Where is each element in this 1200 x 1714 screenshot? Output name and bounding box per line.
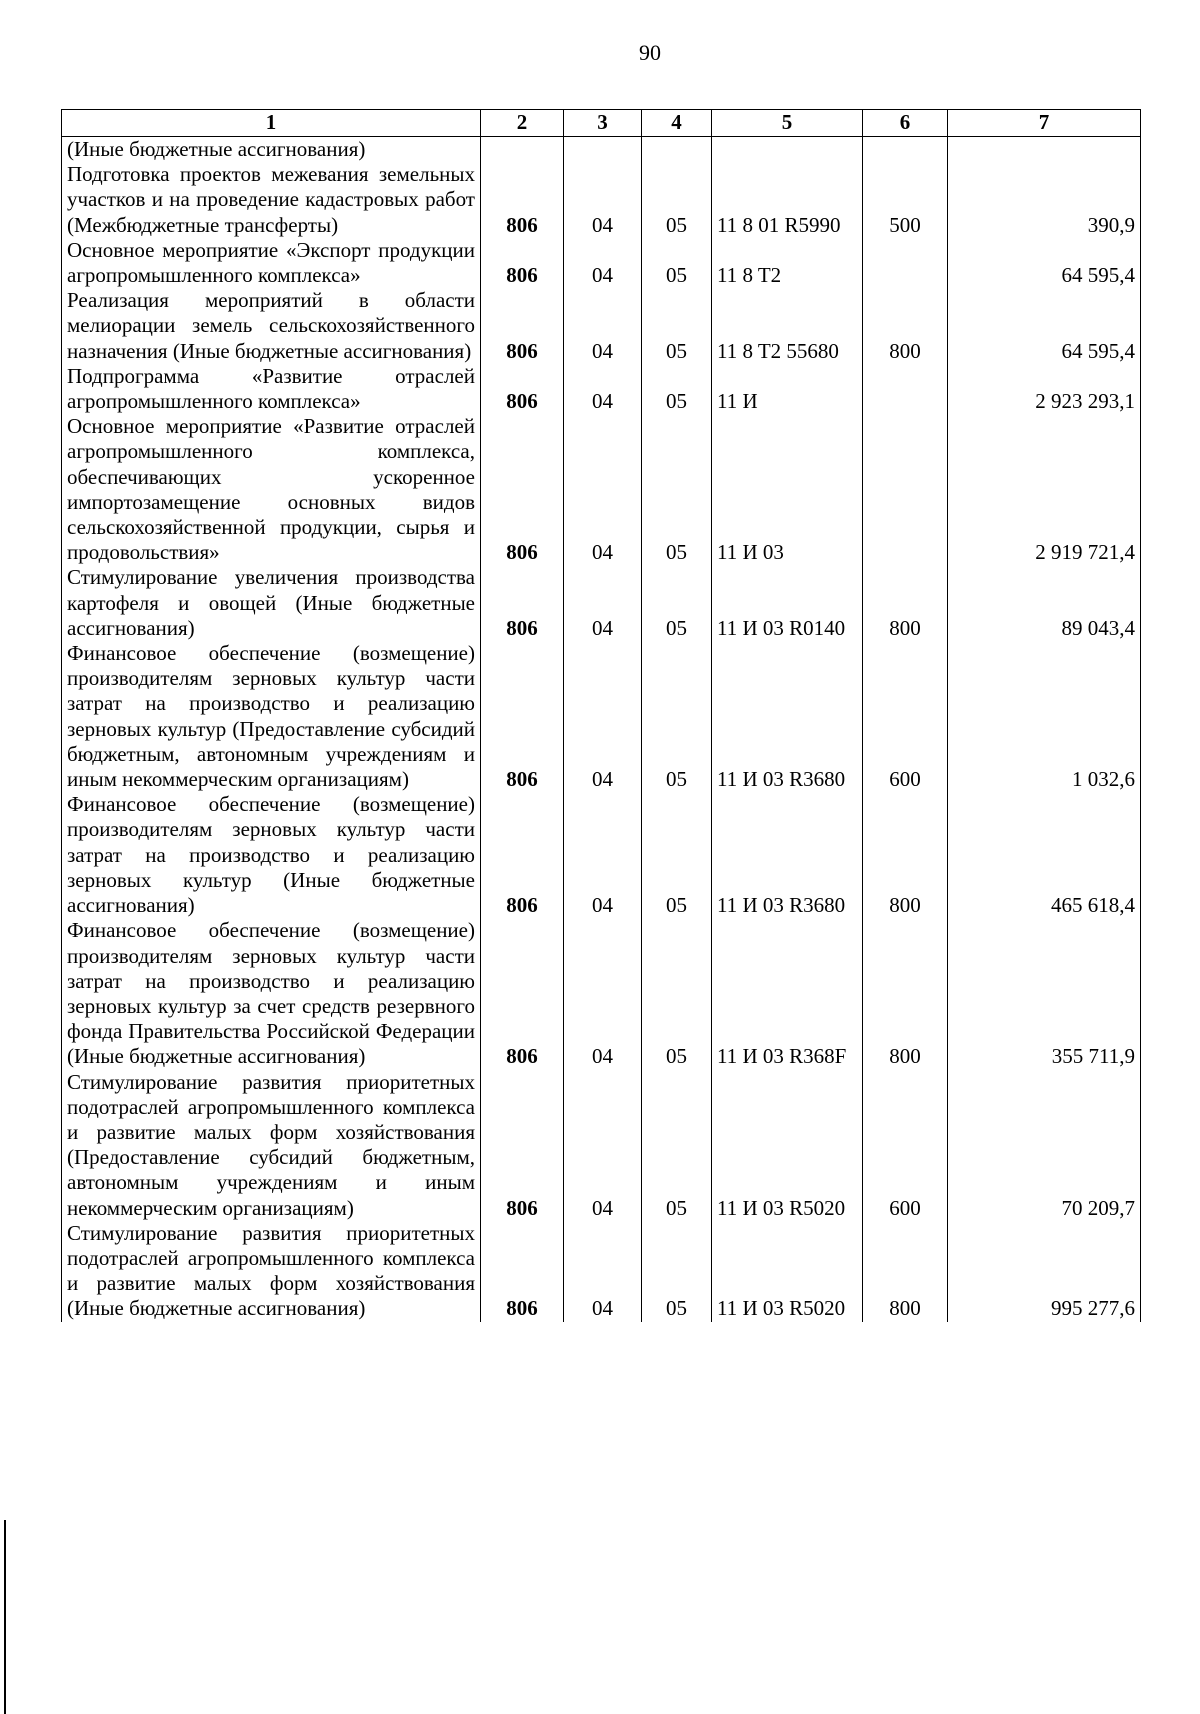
row-cell-col-3: 04 — [564, 162, 642, 238]
row-cell-col-4: 05 — [642, 238, 712, 288]
table-row — [62, 238, 1141, 288]
table-row — [62, 641, 1141, 792]
row-cell-col-3: 04 — [564, 288, 642, 364]
row-cell-col-6: 800 — [863, 792, 948, 918]
row-cell-col-6: 800 — [863, 565, 948, 641]
row-cell-col-7: 995 277,6 — [948, 1221, 1141, 1322]
row-cell-col-4: 05 — [642, 918, 712, 1069]
row-cell-col-3: 04 — [564, 1221, 642, 1322]
row-cell-col-5: 11 И 03 R368F — [712, 918, 863, 1069]
row-cell-col-5: 11 И — [712, 364, 863, 414]
table-row — [62, 364, 1141, 414]
row-cell-col-7: 355 711,9 — [948, 918, 1141, 1069]
row-cell-col-3: 04 — [564, 238, 642, 288]
row-cell-col-7 — [948, 137, 1141, 163]
header-col-3: 3 — [564, 110, 642, 137]
row-cell-col-7: 1 032,6 — [948, 641, 1141, 792]
row-cell-col-4: 05 — [642, 414, 712, 565]
row-cell-col-2: 806 — [481, 641, 564, 792]
row-cell-col-3: 04 — [564, 364, 642, 414]
row-description: Стимулирование развития приоритетных подотраслей агропромышленного комплекса и развитие малых форм хозяйствования (Иные бюджетные ассигнования) — [62, 1221, 481, 1322]
row-cell-col-4: 05 — [642, 1221, 712, 1322]
row-cell-col-4: 05 — [642, 288, 712, 364]
row-cell-col-4: 05 — [642, 792, 712, 918]
header-row — [62, 110, 1141, 137]
row-description: Стимулирование увеличения производства картофеля и овощей (Иные бюджетные ассигнования) — [62, 565, 481, 641]
row-cell-col-6: 800 — [863, 288, 948, 364]
row-cell-col-4: 05 — [642, 364, 712, 414]
row-cell-col-5: 11 8 T2 — [712, 238, 863, 288]
table-row — [62, 792, 1141, 918]
row-cell-col-6 — [863, 414, 948, 565]
row-cell-col-3: 04 — [564, 414, 642, 565]
row-cell-col-7: 89 043,4 — [948, 565, 1141, 641]
header-col-7: 7 — [948, 110, 1141, 137]
scan-margin-line — [4, 1520, 6, 1714]
row-cell-col-6 — [863, 238, 948, 288]
row-cell-col-5: 11 И 03 R5020 — [712, 1070, 863, 1221]
table-row — [62, 162, 1141, 238]
row-description: Реализация мероприятий в области мелиорации земель сельскохозяйственного назначения (Иные бюджетные ассигнования) — [62, 288, 481, 364]
row-description: Подготовка проектов межевания земельных участков и на проведение кадастровых работ (Межбюджетные трансферты) — [62, 162, 481, 238]
row-cell-col-6 — [863, 364, 948, 414]
row-cell-col-7: 465 618,4 — [948, 792, 1141, 918]
row-cell-col-2 — [481, 137, 564, 163]
row-cell-col-5: 11 И 03 R0140 — [712, 565, 863, 641]
row-cell-col-5: 11 И 03 R3680 — [712, 641, 863, 792]
row-cell-col-2: 806 — [481, 288, 564, 364]
table-row — [62, 918, 1141, 1069]
row-cell-col-7: 70 209,7 — [948, 1070, 1141, 1221]
table-row — [62, 414, 1141, 565]
header-col-5: 5 — [712, 110, 863, 137]
row-cell-col-2: 806 — [481, 1070, 564, 1221]
table-body — [62, 137, 1141, 1322]
row-cell-col-7: 2 923 293,1 — [948, 364, 1141, 414]
row-description: Финансовое обеспечение (возмещение) производителям зерновых культур части затрат на производство и реализацию зерновых культур за счет средств резервного фонда Правительства Российской Федерации (Иные бюджетные ассигнования) — [62, 918, 481, 1069]
row-cell-col-3: 04 — [564, 1070, 642, 1221]
page-number: 90 — [639, 40, 661, 65]
row-description: Основное мероприятие «Развитие отраслей агропромышленного комплекса, обеспечивающих ускоренное импортозамещение основных видов сельскохозяйственной продукции, сырья и продовольствия» — [62, 414, 481, 565]
row-cell-col-7: 64 595,4 — [948, 238, 1141, 288]
row-cell-col-7: 390,9 — [948, 162, 1141, 238]
header-col-6: 6 — [863, 110, 948, 137]
row-cell-col-4: 05 — [642, 565, 712, 641]
row-cell-col-4: 05 — [642, 1070, 712, 1221]
header-col-4: 4 — [642, 110, 712, 137]
row-cell-col-2: 806 — [481, 918, 564, 1069]
row-cell-col-3: 04 — [564, 565, 642, 641]
row-cell-col-5: 11 8 01 R5990 — [712, 162, 863, 238]
row-cell-col-6: 500 — [863, 162, 948, 238]
row-cell-col-6: 800 — [863, 918, 948, 1069]
row-cell-col-2: 806 — [481, 238, 564, 288]
row-cell-col-2: 806 — [481, 162, 564, 238]
row-cell-col-6 — [863, 137, 948, 163]
row-cell-col-5 — [712, 137, 863, 163]
row-cell-col-2: 806 — [481, 414, 564, 565]
row-cell-col-5: 11 И 03 R3680 — [712, 792, 863, 918]
row-cell-col-4: 05 — [642, 162, 712, 238]
row-description: Финансовое обеспечение (возмещение) производителям зерновых культур части затрат на производство и реализацию зерновых культур (Иные бюджетные ассигнования) — [62, 792, 481, 918]
budget-table — [61, 109, 1141, 1322]
row-cell-col-2: 806 — [481, 1221, 564, 1322]
row-cell-col-5: 11 И 03 — [712, 414, 863, 565]
table-row — [62, 565, 1141, 641]
row-cell-col-2: 806 — [481, 792, 564, 918]
row-cell-col-2: 806 — [481, 364, 564, 414]
table-row — [62, 137, 1141, 163]
row-cell-col-2: 806 — [481, 565, 564, 641]
row-description: Основное мероприятие «Экспорт продукции агропромышленного комплекса» — [62, 238, 481, 288]
row-cell-col-5: 11 8 T2 55680 — [712, 288, 863, 364]
row-cell-col-3: 04 — [564, 792, 642, 918]
row-cell-col-5: 11 И 03 R5020 — [712, 1221, 863, 1322]
header-col-1: 1 — [62, 110, 481, 137]
row-cell-col-3: 04 — [564, 918, 642, 1069]
table-row — [62, 1221, 1141, 1322]
table-row — [62, 1070, 1141, 1221]
row-cell-col-7: 64 595,4 — [948, 288, 1141, 364]
row-description: (Иные бюджетные ассигнования) — [62, 137, 481, 163]
row-description: Стимулирование развития приоритетных подотраслей агропромышленного комплекса и развитие малых форм хозяйствования (Предоставление субсидий бюджетным, автономным учреждениям и иным некоммерческим организациям) — [62, 1070, 481, 1221]
header-col-2: 2 — [481, 110, 564, 137]
table-row — [62, 288, 1141, 364]
row-cell-col-6: 600 — [863, 1070, 948, 1221]
row-cell-col-3 — [564, 137, 642, 163]
row-cell-col-7: 2 919 721,4 — [948, 414, 1141, 565]
row-cell-col-4 — [642, 137, 712, 163]
row-cell-col-6: 600 — [863, 641, 948, 792]
row-cell-col-4: 05 — [642, 641, 712, 792]
row-description: Финансовое обеспечение (возмещение) производителям зерновых культур части затрат на производство и реализацию зерновых культур (Предоставление субсидий бюджетным, автономным учреждениям и иным некоммерческим организациям) — [62, 641, 481, 792]
row-description: Подпрограмма «Развитие отраслей агропромышленного комплекса» — [62, 364, 481, 414]
row-cell-col-6: 800 — [863, 1221, 948, 1322]
row-cell-col-3: 04 — [564, 641, 642, 792]
